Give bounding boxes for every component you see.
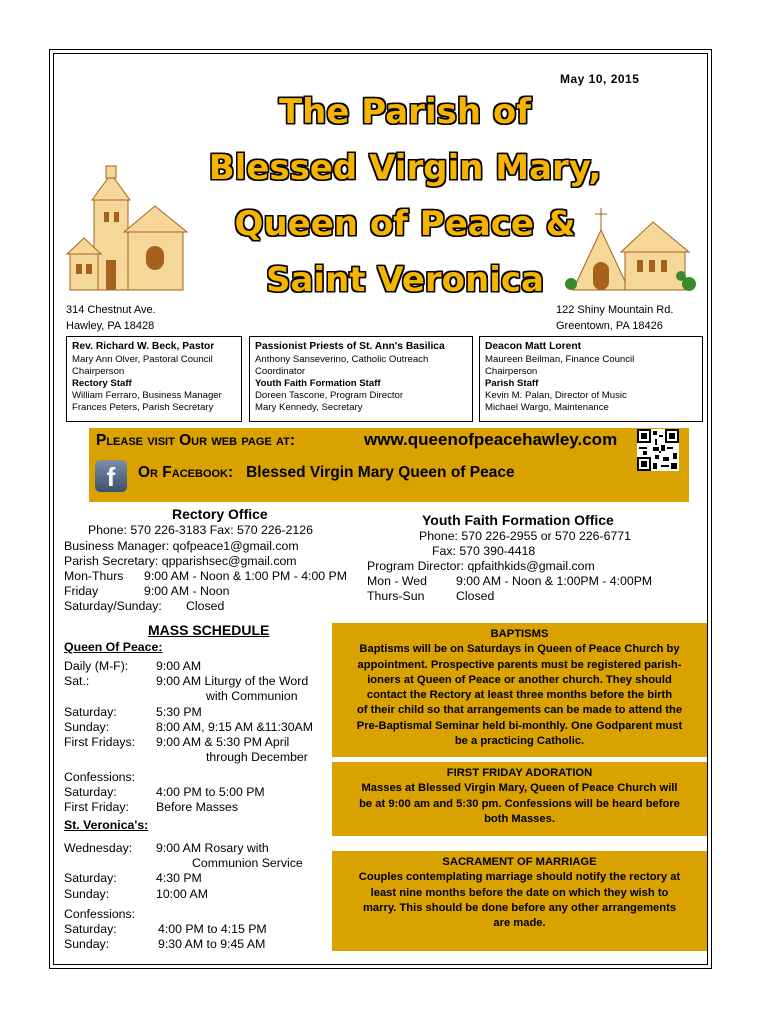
rectory-hours-day: Friday [64, 584, 99, 598]
staff-line: Frances Peters, Parish Secretary [72, 402, 214, 413]
title-line-1: The Parish of [278, 92, 532, 132]
title-line-4: Saint Veronica [266, 260, 544, 300]
baptisms-line: be a practicing Catholic. [454, 735, 585, 748]
title-line-2: Blessed Virgin Mary, [208, 148, 602, 188]
qop-schedule-time: through December [206, 750, 308, 765]
address-line: 122 Shiny Mountain Rd. [556, 304, 674, 316]
stv-schedule-day: Wednesday: [64, 841, 133, 855]
adoration-heading: FIRST FRIDAY ADORATION [446, 767, 593, 779]
youth-hours-time: 9:00 AM - Noon & 1:00PM - 4:00PM [456, 574, 653, 588]
marriage-box [332, 851, 707, 951]
baptisms-box [332, 623, 707, 757]
website-link[interactable]: www.queenofpeacehawley.com [364, 430, 618, 449]
stv-confession-day: Confessions: [64, 907, 136, 921]
baptisms-line: appointment. Prospective parents must be registered parish- [357, 658, 682, 671]
facebook-link[interactable]: Blessed Virgin Mary Queen of Peace [246, 464, 515, 481]
staff-line: Kevin M. Palan, Director of Music [485, 390, 627, 401]
staff-heading: Rev. Richard W. Beck, Pastor [72, 341, 215, 352]
stv-confession-time: 4:00 PM to 4:15 PM [158, 922, 267, 936]
stv-schedule-time: 4:30 PM [156, 871, 202, 886]
baptisms-heading: BAPTISMS [490, 628, 549, 640]
rectory-hours-time: 9:00 AM - Noon & 1:00 PM - 4:00 PM [144, 569, 347, 583]
youth-phone: Phone: 570 226-2955 or 570 226-6771 [419, 529, 631, 543]
qop-confession-time: Before Masses [156, 800, 239, 814]
staff-line: Doreen Tascone, Program Director [255, 390, 404, 401]
staff-line: Michael Wargo, Maintenance [485, 402, 609, 413]
staff-line: Mary Kennedy, Secretary [255, 402, 363, 413]
rectory-hours-day: Saturday/Sunday: [64, 599, 162, 613]
adoration-line: Masses at Blessed Virgin Mary, Queen of Peace Church will [361, 782, 678, 795]
marriage-line: are made. [493, 917, 546, 930]
qop-schedule-day: Sat.: [64, 674, 90, 689]
staff-box-rectory [66, 336, 242, 422]
qop-schedule-day: First Fridays: [64, 735, 136, 749]
marriage-line: Couples contemplating marriage should notify the rectory at [358, 871, 681, 884]
qop-confession-day: Saturday: [64, 785, 117, 799]
qop-confession-day: Confessions: [64, 770, 136, 784]
st-veronica-heading: St. Veronica's: [64, 818, 149, 832]
staff-subheading: Rectory Staff [72, 378, 132, 389]
web-prompt: Please visit Our web page at: [96, 432, 296, 449]
rectory-hours-time: 9:00 AM - Noon [144, 584, 230, 598]
staff-line: Chairperson [485, 366, 538, 377]
right-address [556, 302, 673, 334]
stv-schedule-day: Saturday: [64, 871, 117, 886]
program-director-email: Program Director: qpfaithkids@gmail.com [367, 559, 595, 573]
rectory-office-title: Rectory Office [172, 506, 268, 522]
stv-schedule-day: Sunday: [64, 886, 110, 901]
stv-confession-time: 9:30 AM to 9:45 AM [158, 937, 266, 951]
marriage-heading: SACRAMENT OF MARRIAGE [442, 856, 597, 868]
adoration-line: both Masses. [484, 812, 555, 825]
baptisms-line: Baptisms will be on Saturdays in Queen of Peace Church by [359, 643, 680, 656]
queen-of-peace-heading: Queen Of Peace: [64, 640, 163, 654]
staff-subheading: Youth Faith Formation Staff [255, 378, 381, 389]
marriage-line: least nine months before the date on which they wish to [370, 886, 669, 899]
qop-confession-day: First Friday: [64, 800, 129, 814]
staff-box-deacon [479, 336, 703, 422]
qop-schedule-time: 9:00 AM [156, 659, 202, 673]
facebook-prefix: Or Facebook: [138, 464, 234, 481]
mass-schedule-title: MASS SCHEDULE [148, 622, 270, 638]
rectory-hours-day: Mon-Thurs [64, 569, 124, 583]
staff-line: William Ferraro, Business Manager [72, 390, 222, 401]
qop-confession-time: 4:00 PM to 5:00 PM [156, 785, 265, 799]
left-address [66, 302, 156, 334]
staff-line: Maureen Beilman, Finance Council [485, 354, 635, 365]
baptisms-line: ioners at Queen of Peace or another church. They should [367, 673, 672, 686]
stv-schedule-time: 9:00 AM Rosary with [156, 841, 269, 855]
qop-schedule-time: 9:00 AM & 5:30 PM April [156, 735, 290, 749]
address-line: 314 Chestnut Ave. [66, 304, 156, 316]
stv-confession-day: Saturday: [64, 922, 117, 936]
youth-fax: Fax: 570 390-4418 [432, 544, 536, 558]
baptisms-line: contact the Rectory at least three months before the birth [366, 689, 673, 702]
rectory-phone: Phone: 570 226-3183 Fax: 570 226-2126 [88, 523, 313, 537]
first-friday-adoration-box [332, 762, 707, 836]
baptisms-line: of their child so that arrangements can be made to attend the [356, 704, 683, 717]
business-manager-email: Business Manager: qofpeace1@gmail.com [64, 539, 299, 553]
baptisms-line: Pre-Baptismal Seminar held bi-monthly. One Godparent must [356, 719, 683, 732]
staff-heading: Deacon Matt Lorent [485, 341, 582, 352]
staff-line: Mary Ann Olver, Pastoral Council [72, 354, 213, 365]
qop-schedule-time: 8:00 AM, 9:15 AM &11:30AM [156, 719, 313, 734]
staff-box-passionist [249, 336, 473, 422]
youth-hours-time: Closed [456, 589, 495, 603]
qop-schedule-time: 5:30 PM [156, 704, 202, 719]
stv-schedule-time: 10:00 AM [156, 886, 208, 901]
staff-line: Anthony Sanseverino, Catholic Outreach [255, 354, 429, 365]
youth-office-title: Youth Faith Formation Office [422, 512, 614, 528]
qr-code-icon[interactable] [637, 429, 679, 471]
stv-schedule-time: Communion Service [192, 856, 303, 871]
qop-schedule-day: Sunday: [64, 719, 110, 734]
youth-hours-day: Thurs-Sun [367, 589, 425, 603]
staff-line: Coordinator [255, 366, 306, 377]
qop-schedule-day: Daily (M-F): [64, 659, 129, 673]
adoration-line: be at 9:00 am and 5:30 pm. Confessions will be heard before [359, 797, 680, 810]
title-line-3: Queen of Peace & [234, 204, 576, 244]
qop-schedule-day: Saturday: [64, 704, 117, 719]
parish-secretary-email: Parish Secretary: qpparishsec@gmail.com [64, 554, 297, 568]
facebook-line [138, 464, 515, 482]
facebook-icon[interactable]: f [95, 460, 127, 492]
qop-schedule-time: with Communion [206, 689, 298, 704]
staff-line: Chairperson [72, 366, 125, 377]
marriage-line: marry. This should be done before any other arrangements [362, 901, 677, 914]
qop-schedule-time: 9:00 AM Liturgy of the Word [156, 674, 309, 689]
address-line: Hawley, PA 18428 [66, 320, 155, 332]
stv-confession-day: Sunday: [64, 937, 110, 951]
address-line: Greentown, PA 18426 [556, 320, 663, 332]
rectory-hours-time: Closed [186, 599, 225, 613]
youth-hours-day: Mon - Wed [367, 574, 427, 588]
bulletin-date: May 10, 2015 [560, 72, 640, 86]
staff-heading: Passionist Priests of St. Ann's Basilica [255, 341, 445, 352]
staff-subheading: Parish Staff [485, 378, 539, 389]
